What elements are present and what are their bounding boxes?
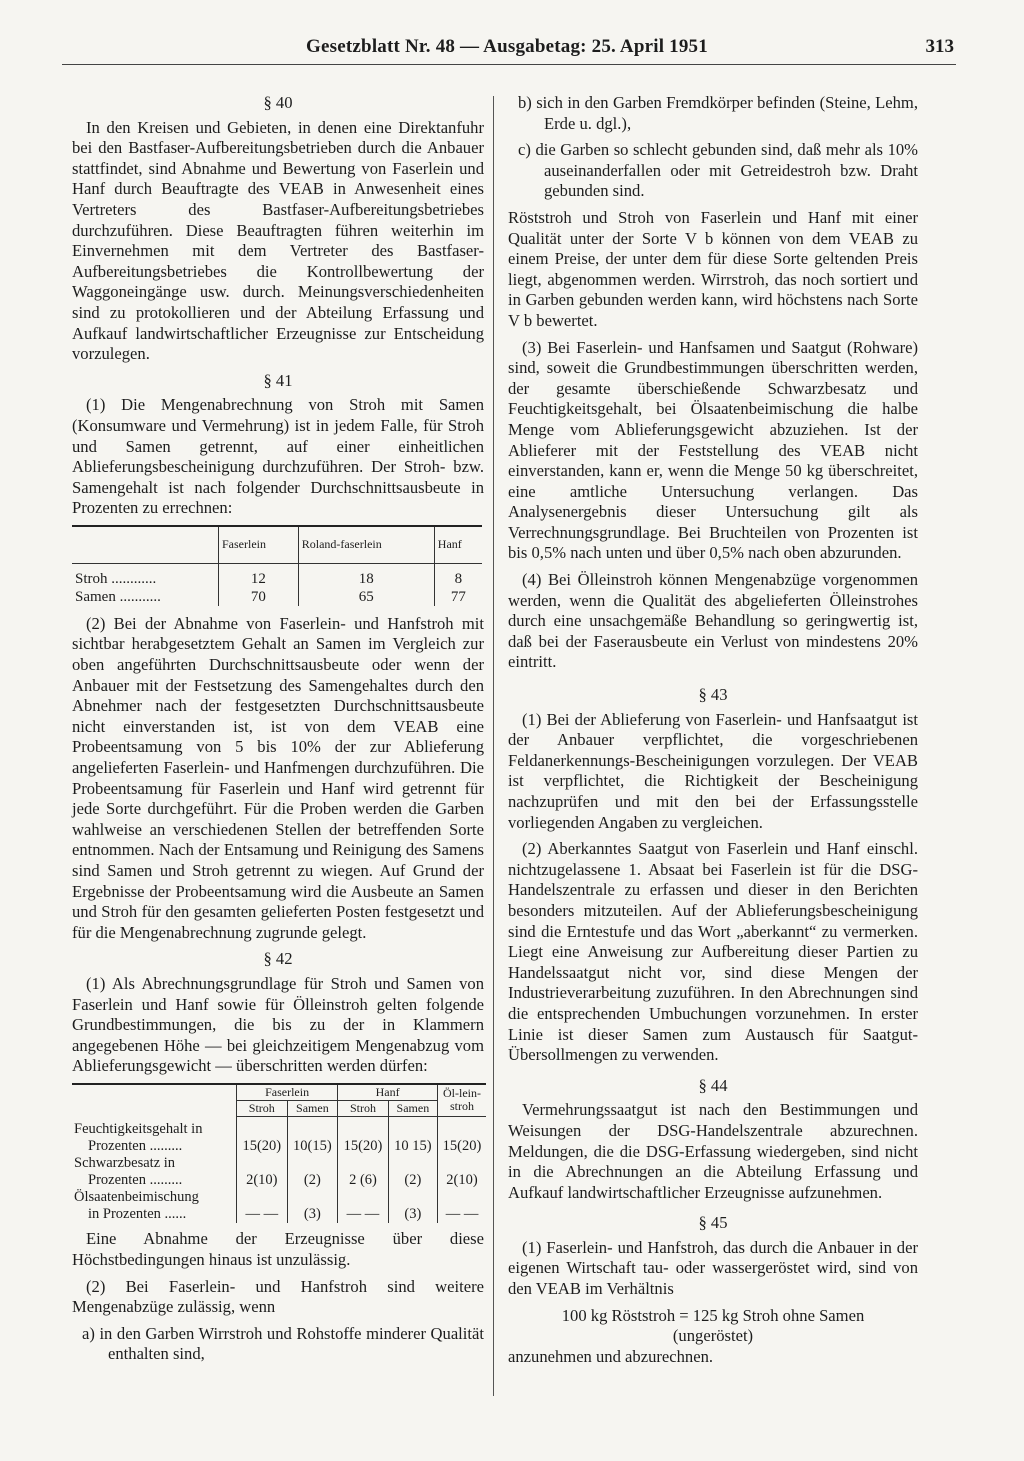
page-number: 313 xyxy=(925,36,954,57)
limits-sub-stroh: Stroh xyxy=(338,1100,389,1116)
paragraph-41-2: (2) Bei der Abnahme von Faserlein- und Hanfstroh mit sichtbar herabgesetztem Gehalt an Samen im Vergleich zur oben angeführten Durchschnittsausbeute oder wenn der Anbauer mit der Festsetzung des Samengehaltes durch den Abnehmer nach der festgesetzten Durchschnittsausbeute nicht einverstanden ist, ist von dem VEAB eine Probeentsamung von 5 bis 10% der zur Ablieferung angelieferten Faserlein- und Hanfmengen durchzuführen. Die Probeentsamung für Faserlein und Hanf wird getrennt für jede Sorte durchgeführt. Für die Proben werden die Garben wahlweise an verschiedenen Stellen der betreffenden Sorte entnommen. Nach der Entsamung und Reinigung des Samens sind Samen und Stroh getrennt zu wiegen. Auf Grund der Ergebnisse der Probeentsamung wird die Ausbeute an Samen und Stroh für den gesamten gelieferten Posten festgesetzt und für die Mengenabrechnung zugrunde gelegt. xyxy=(72,613,484,942)
paragraph-42-3: (3) Bei Faserlein- und Hanfsamen und Saatgut (Rohware) sind, soweit die Grundbestimmungen überschritten werden, der gesamte überschießende Schwarzbesatz und Feuchtigkeitsgehalt, bei Ölsaatenbeimischung die halbe Menge vom Ablieferungsgewicht abzuziehen. Ist der Ablieferer mit der Feststellung des VEAB nicht einverstanden, kann er, wenn die Menge 50 kg überschreitet, eine amtliche Untersuchung verlangen. Das Analysenergebnis dieser Untersuchung gilt als Verrechnungsgrundlage. Bei Bruchteilen von Prozenten ist bis 0,5% nach unten und über 0,5% nach oben abzurunden. xyxy=(508,337,918,563)
section-heading-40: § 40 xyxy=(263,93,293,112)
table-row xyxy=(72,1155,486,1189)
paragraph-43-1: (1) Bei der Ablieferung von Faserlein- und Hanfsaatgut ist der Anbauer verpflichtet, die vorgeschriebenen Feldanerkennungs-Bescheinigungen vorzulegen. Der VEAB ist verpflichtet, die Richtigkeit der Bescheinigung nachzuprüfen und mit den bei der Erfassungsstelle vorliegenden Angaben zu vergleichen. xyxy=(508,709,918,832)
page-header xyxy=(60,36,954,66)
paragraph-42-2: (2) Bei Faserlein- und Hanfstroh sind weitere Mengenabzüge zulässig, wenn xyxy=(72,1276,484,1317)
cell-value: 65 xyxy=(298,588,434,606)
cell-value: — — xyxy=(338,1189,389,1223)
cell-value: 15(20) xyxy=(338,1116,389,1155)
cell-value: 77 xyxy=(434,588,482,606)
table-row xyxy=(72,1116,486,1155)
cell-value: 10(15) xyxy=(287,1116,338,1155)
paragraph-42-after-table: Eine Abnahme der Erzeugnisse über diese Höchstbedingungen hinaus ist unzulässig. xyxy=(72,1229,484,1270)
yield-header-rolandfaserlein: Roland-faserlein xyxy=(298,526,434,564)
cell-value: — — xyxy=(438,1189,487,1223)
row-label xyxy=(72,1155,237,1189)
cell-value: (3) xyxy=(287,1189,338,1223)
conversion-formula: 100 kg Röststroh = 125 kg Stroh ohne Samen xyxy=(561,1305,865,1325)
row-label-sub: Prozenten ......... xyxy=(88,1138,183,1155)
table-row xyxy=(72,1189,486,1223)
table-row xyxy=(72,563,482,588)
section-heading-42: § 42 xyxy=(263,949,293,969)
section-heading-41: § 41 xyxy=(263,370,293,390)
cell-value: — — xyxy=(237,1189,288,1223)
paragraph-41-1: (1) Die Mengenabrechnung von Stroh mit Samen (Konsumware und Vermehrung) ist in jedem Falle, für Stroh und Samen getrennt, auf einer einheitlichen Ablieferungsbescheinigung durchzuführen. Der Stroh- bzw. Samengehalt ist nach folgender Durchschnittsausbeute in Prozenten zu errechnen: xyxy=(72,395,484,518)
paragraph-42-1: (1) Als Abrechnungsgrundlage für Stroh und Samen von Faserlein und Hanf sowie für Ölleinstroh gelten folgende Grundbestimmungen, die bis zu der in Klammern angegebenen Höhe — bei gleichzeitigem Mengenabzug vom Ablieferungsgewicht — überschritten werden dürfen: xyxy=(72,973,484,1076)
header-rule xyxy=(62,64,956,65)
section-heading-44: § 44 xyxy=(698,1075,728,1095)
limits-group-faserlein: Faserlein xyxy=(237,1084,338,1101)
cell-value: 10 15) xyxy=(388,1116,437,1155)
cell-value: 8 xyxy=(434,563,482,588)
yield-table xyxy=(72,525,482,606)
paragraph-45-end: anzunehmen und abzurechnen. xyxy=(508,1346,714,1366)
row-label xyxy=(72,1189,237,1223)
list-item-a: a) in den Garben Wirrstroh und Rohstoffe minderer Qualität enthalten sind, xyxy=(82,1323,484,1364)
column-divider xyxy=(493,96,494,1396)
cell-value: (2) xyxy=(287,1155,338,1189)
list-item-b: b) sich in den Garben Fremdkörper befinden (Steine, Lehm, Erde u. dgl.), xyxy=(518,93,918,133)
right-column xyxy=(508,93,918,1373)
limits-sub-samen: Samen xyxy=(388,1100,437,1116)
limits-sub-samen: Samen xyxy=(287,1100,338,1116)
cell-value: 15(20) xyxy=(237,1116,288,1155)
paragraph-43-2: (2) Aberkanntes Saatgut von Faserlein und Hanf einschl. nichtzugelassene 1. Absaat bei Faserlein ist für die DSG-Handelszentrale zu erfassen und dieser in den Berichten besonders mitzuteilen. Auf der Ablieferungsbescheinigung sind die Erntestufe und das Wort „aberkannt“ zu vermerken. Liegt eine Anweisung zur Aufbereitung dieser Partien zu Handelssaatgut nicht vor, sind diese Mengen der Industrieverarbeitung zuzuführen. In den Abrechnungen sind die entsprechenden Umbuchungen vorzunehmen. In erster Linie ist dieser Samen zum Austausch für Saatgut-Übersollmengen zu verwenden. xyxy=(508,839,918,1065)
paragraph-40: In den Kreisen und Gebieten, in denen eine Direktanfuhr bei den Bastfaser-Aufbereitungsbetrieben durch die Anbauer stattfindet, sind Abnahme und Bewertung von Faserlein und Hanf durch Beauftragte des VEAB in Anwesenheit eines Vertreters des Bastfaser-Aufbereitungsbetriebes durchzuführen. Diese Beauftragten führen weiterhin im Einvernehmen mit dem Vertreter des Bastfaser-Aufbereitungsbetriebes die Kontrollbewertung der Waggoneingänge usw. durch. Meinungsverschiedenheiten sind zu protokollieren und der Abteilung Erfassung und Aufkauf landwirtschaftlicher Erzeugnisse zur Entscheidung vorzulegen. xyxy=(72,117,484,364)
limits-sub-stroh: Stroh xyxy=(237,1100,288,1116)
list-item-c: c) die Garben so schlecht gebunden sind, daß mehr als 10% auseinanderfallen oder mit Getreidestroh bzw. Draht gebunden sind. xyxy=(518,140,918,201)
cell-value: 18 xyxy=(298,563,434,588)
section-heading-45: § 45 xyxy=(698,1213,728,1233)
cell-value: (3) xyxy=(388,1189,437,1223)
conversion-formula-note: (ungeröstet) xyxy=(672,1326,754,1346)
yield-header-hanf: Hanf xyxy=(434,526,482,564)
cell-value: (2) xyxy=(388,1155,437,1189)
section-heading-43: § 43 xyxy=(698,685,728,705)
limits-group-hanf: Hanf xyxy=(338,1084,438,1101)
paragraph-roeststroh: Röststroh und Stroh von Faserlein und Hanf mit einer Qualität unter der Sorte V b können von dem VEAB zu einem Preise, der unter dem für diese Sorte geltenden Preis liegt, abgenommen werden. Wirrstroh, das noch sortiert und in Garben gebunden werden kann, wird höchstens nach Sorte V b bewertet. xyxy=(508,207,918,330)
row-label: Samen ........... xyxy=(75,588,161,605)
row-label-sub: in Prozenten ...... xyxy=(88,1206,187,1223)
row-label-main: Feuchtigkeitsgehalt in xyxy=(74,1121,203,1138)
cell-value: 70 xyxy=(219,588,299,606)
row-label-main: Ölsaatenbeimischung xyxy=(74,1189,199,1206)
paragraph-44: Vermehrungssaatgut ist nach den Bestimmungen und Weisungen der DSG-Handelszentrale abzurechnen. Meldungen, die die DSG-Erfassung wiedergeben, sind nicht in die Abrechnungen an die Abteilung Erfassung und Aufkauf landwirtschaftlicher Erzeugnisse aufzunehmen. xyxy=(508,1100,918,1202)
paragraph-42-4: (4) Bei Ölleinstroh können Mengenabzüge vorgenommen werden, wenn die Qualität des abgelieferten Ölleinstrohes durch eine unsachgemäße Behandlung so geringwertig ist, daß bei der Faserausbeute ein Verlust von mindestens 20% eintritt. xyxy=(508,570,918,672)
limits-group-oelleinstroh: Öl-lein-stroh xyxy=(438,1084,487,1117)
cell-value: 2(10) xyxy=(237,1155,288,1189)
limits-table-corner xyxy=(72,1084,237,1117)
row-label-main: Schwarzbesatz in xyxy=(74,1155,176,1172)
gazette-title: Gesetzblatt Nr. 48 — Ausgabetag: 25. April 1951 xyxy=(306,36,708,57)
cell-value: 15(20) xyxy=(438,1116,487,1155)
paragraph-45-1: (1) Faserlein- und Hanfstroh, das durch die Anbauer in der eigenen Wirtschaft tau- oder wassergeröstet wird, sind von den VEAB im Verhältnis xyxy=(508,1237,918,1299)
left-column xyxy=(72,93,484,1371)
row-label-sub: Prozenten ......... xyxy=(88,1172,183,1189)
cell-value: 12 xyxy=(219,563,299,588)
yield-table-corner xyxy=(72,526,219,564)
row-label xyxy=(72,1116,237,1155)
cell-value: 2 (6) xyxy=(338,1155,389,1189)
cell-value: 2(10) xyxy=(438,1155,487,1189)
table-row xyxy=(72,588,482,606)
row-label: Stroh ............ xyxy=(75,570,157,587)
yield-header-faserlein: Faserlein xyxy=(219,526,299,564)
limits-table xyxy=(72,1083,486,1224)
